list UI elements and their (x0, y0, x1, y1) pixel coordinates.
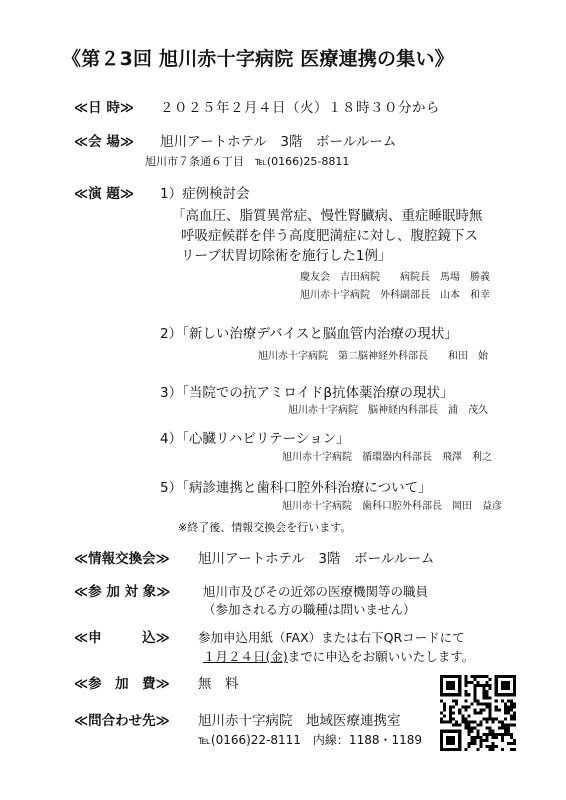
topic5-speaker: 旭川赤十字病院 歯科口腔外科部長 岡田 益彦 (282, 501, 502, 512)
target-label: ≪参 加 対 象≫ (74, 584, 171, 600)
apply-line2 (203, 649, 474, 665)
topic2-speaker: 旭川赤十字病院 第二脳神経外科部長 和田 始 (258, 351, 488, 362)
topic1-line1: 「高血圧、脂質異常症、慢性腎臓病、重症睡眠時無 (172, 208, 483, 224)
target-line2: （参加される方の職種は問いません） (203, 602, 416, 617)
apply-line1: 参加申込用紙（FAX）または右下QRコードにて (198, 630, 465, 645)
date-value: ２０２５年２月４日（火）１８時３０分から (160, 100, 440, 116)
topic1-line3: リーブ状胃切除術を施行した1例」 (181, 248, 392, 264)
topics-note: ※終了後、情報交換会を行います。 (178, 521, 352, 534)
venue-label: ≪会 場≫ (74, 134, 134, 150)
contact-org: 旭川赤十字病院 地域医療連携室 (198, 713, 401, 729)
topic1-speaker1: 慶友会 吉田病院 病院長 馬場 勝義 (300, 272, 490, 283)
topic2-title: 2）「新しい治療デバイスと脳血管内治療の現状」 (160, 326, 458, 342)
apply-deadline: １月２４日(金) (203, 649, 288, 664)
target-line1: 旭川市及びその近郊の医療機関等の職員 (203, 584, 429, 599)
topic1-number: 1）症例検討会 (160, 186, 250, 202)
exchange-value: 旭川アートホテル 3階 ボールルーム (198, 551, 435, 567)
date-label: ≪日 時≫ (74, 100, 134, 116)
venue-name: 旭川アートホテル 3階 ボールルーム (160, 134, 397, 150)
contact-phone: ℡(0166)22-8111 内線：1188・1189 (198, 733, 423, 747)
topic4-speaker: 旭川赤十字病院 循環器内科部長 飛澤 利之 (282, 452, 492, 463)
topics-label: ≪演 題≫ (74, 186, 134, 202)
venue-address: 旭川市７条通６丁目 ℡(0166)25-8811 (145, 155, 350, 168)
fee-value: 無 料 (198, 676, 239, 692)
topic5-title: 5）「病診連携と歯科口腔外科治療について」 (160, 480, 432, 496)
topic1-speaker2: 旭川赤十字病院 外科副部長 山本 和幸 (300, 290, 490, 301)
topic1-line2: 呼吸症候群を伴う高度肥満症に対し、腹腔鏡下ス (181, 228, 478, 244)
page-title: 《第２3回 旭川赤十字病院 医療連携の集い》 (62, 48, 454, 70)
topic3-title: 3）「当院での抗アミロイドβ抗体薬治療の現状」 (160, 385, 454, 401)
fee-label: ≪参 加 費≫ (74, 676, 170, 692)
apply-label: ≪申 込≫ (74, 630, 170, 646)
contact-label: ≪問合わせ先≫ (74, 713, 170, 729)
qr-code-icon[interactable] (440, 675, 516, 751)
apply-line2-rest: までに申込をお願いいたします。 (287, 649, 475, 664)
topic4-title: 4）「心臓リハビリテーション」 (160, 431, 350, 447)
exchange-label: ≪情報交換会≫ (74, 551, 170, 567)
topic3-speaker: 旭川赤十字病院 脳神経内科部長 浦 茂久 (288, 405, 488, 416)
